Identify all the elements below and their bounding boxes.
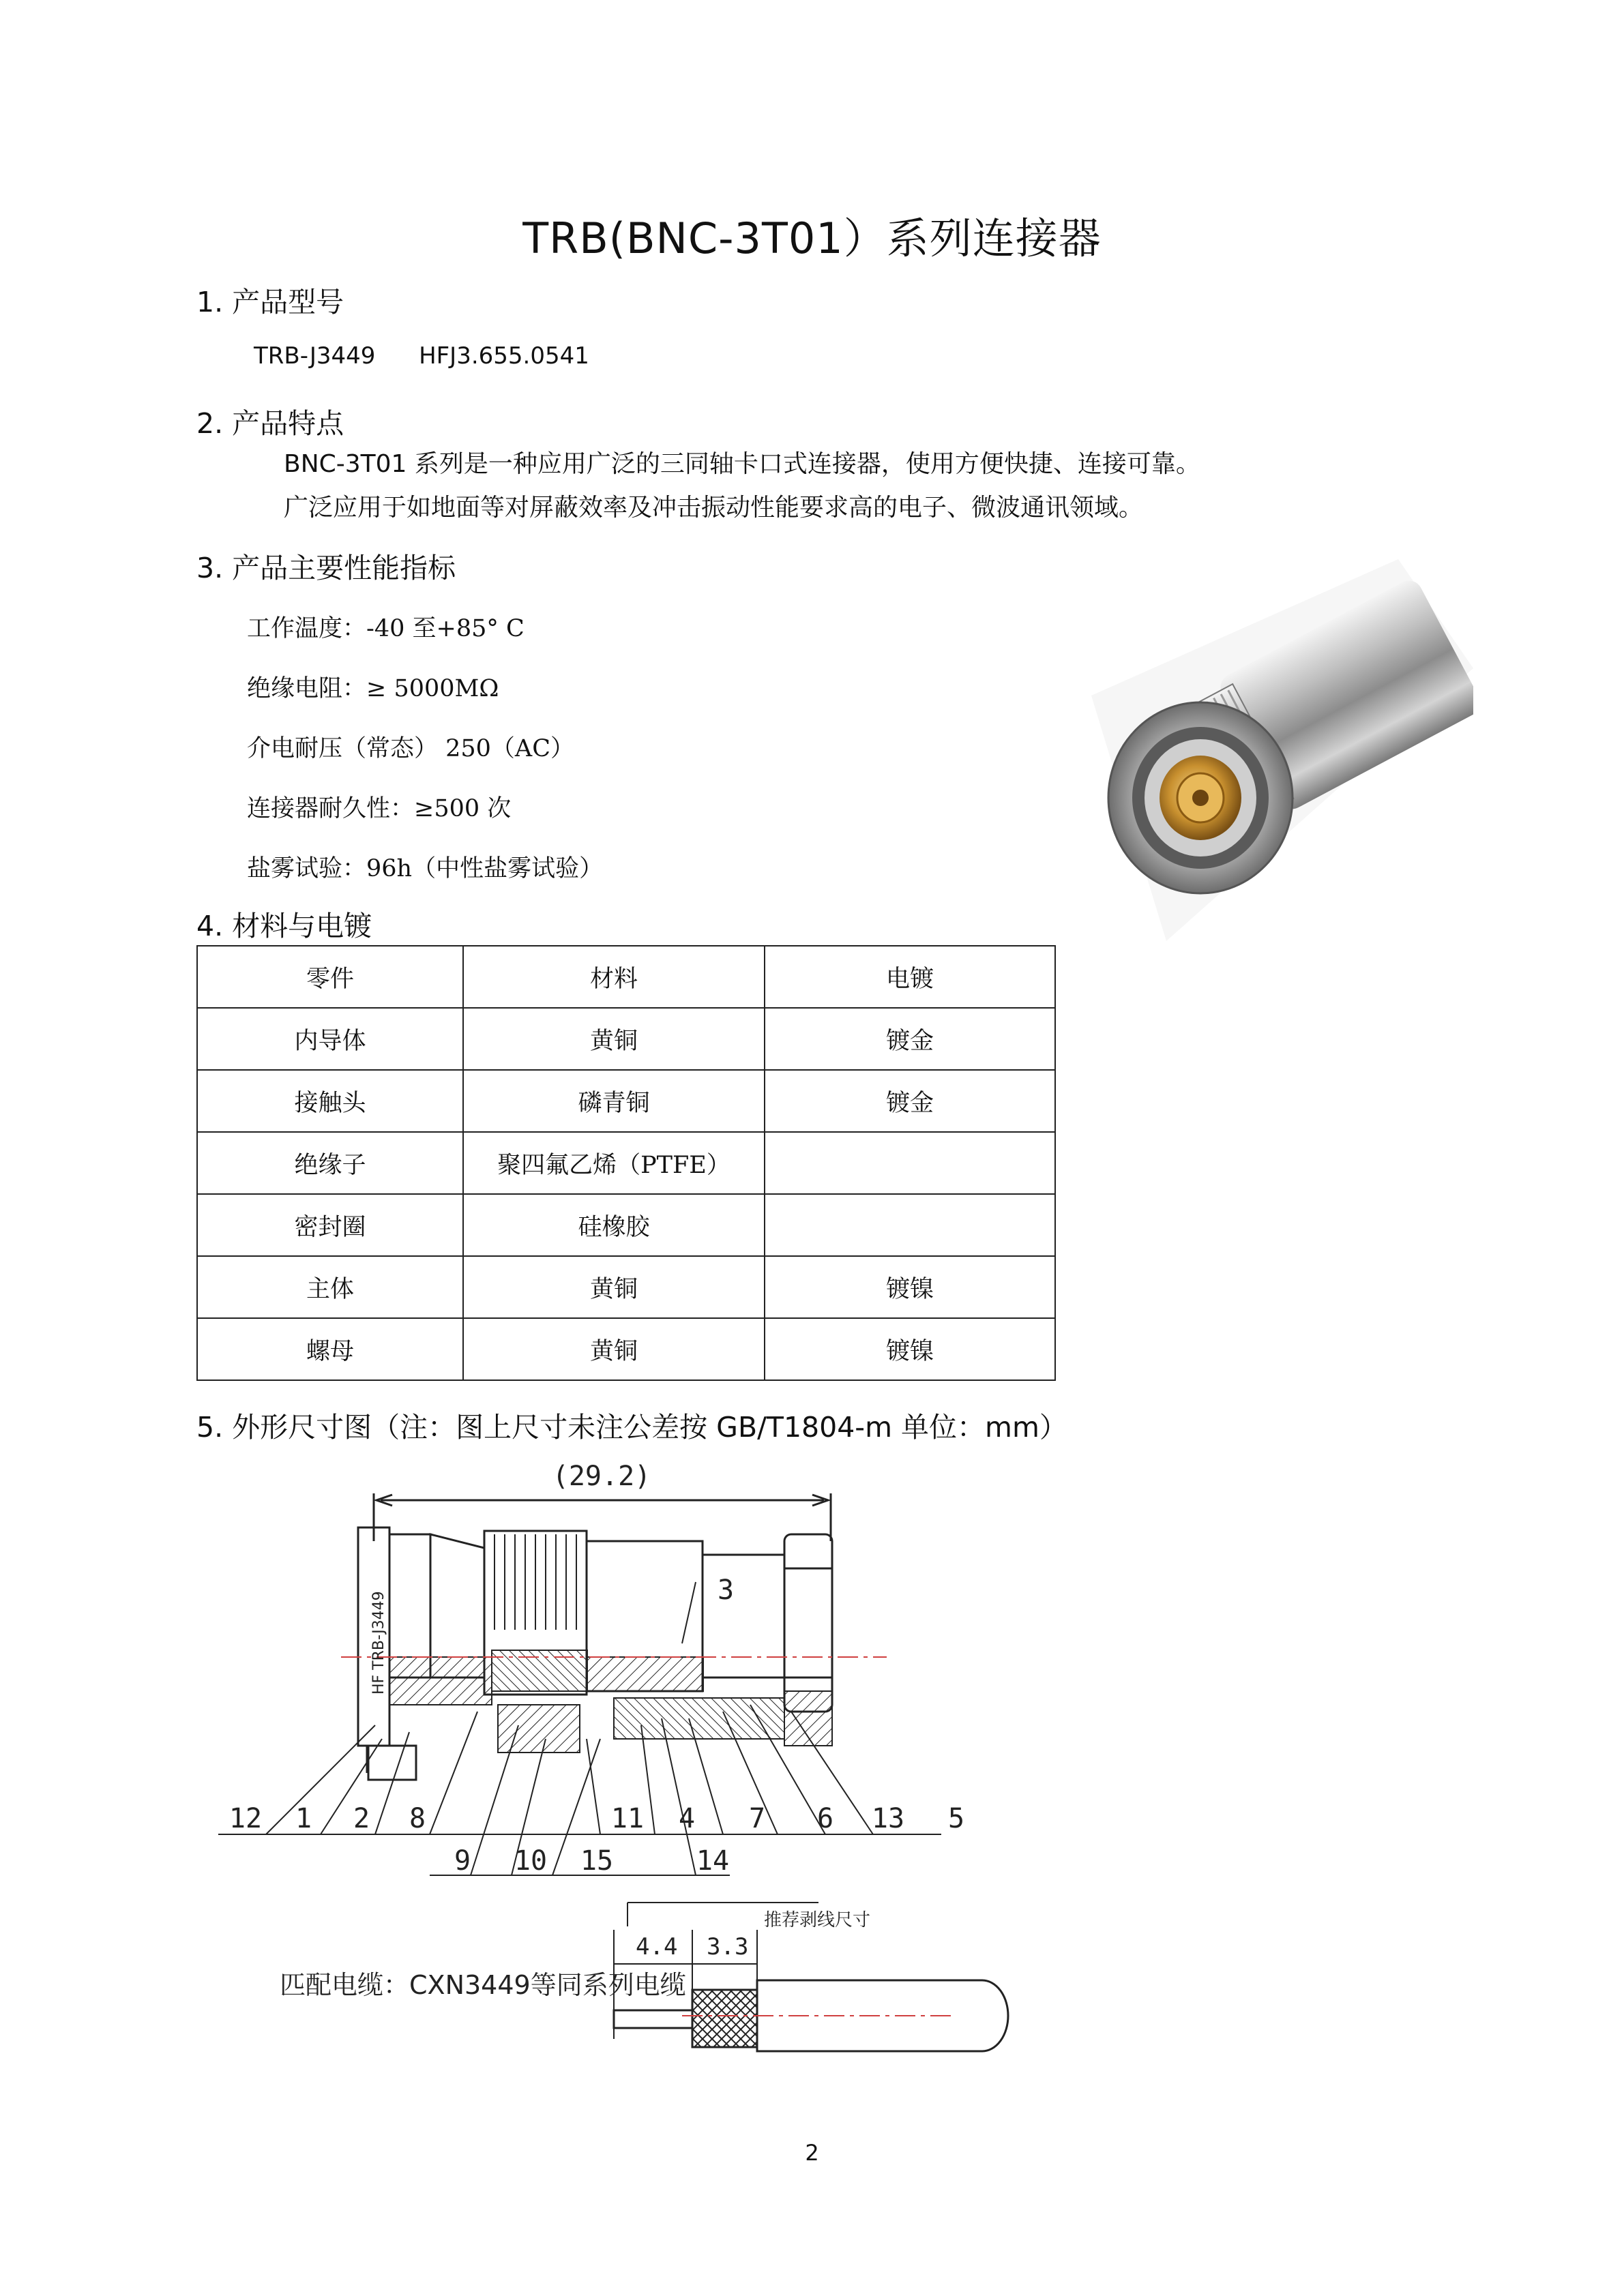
callout-label: 14: [696, 1845, 730, 1877]
table-row: [197, 1132, 1055, 1194]
overall-dimension-label: (29.2): [552, 1461, 651, 1492]
callout-label: 7: [748, 1803, 766, 1834]
section-4-heading: 4. 材料与电镀: [196, 910, 372, 942]
callout-label: 5: [947, 1803, 965, 1834]
spec-insulation: 绝缘电阻：≥ 5000MΩ: [247, 675, 499, 702]
model-line: [254, 342, 589, 370]
table-cell: [765, 1132, 1055, 1194]
spec-salt-spray: 盐雾试验：96h（中性盐雾试验）: [247, 855, 604, 882]
body-marking: HF TRB-J3449: [370, 1591, 387, 1695]
cable-note: 匹配电缆：CXN3449等同系列电缆: [280, 1970, 686, 2000]
table-cell: 镀镍: [765, 1318, 1055, 1380]
callout-label: 4: [678, 1803, 696, 1834]
section-1-heading: 1. 产品型号: [196, 286, 344, 318]
table-row: [197, 1194, 1055, 1256]
table-cell: 螺母: [197, 1318, 463, 1380]
table-cell: 硅橡胶: [463, 1194, 765, 1256]
table-cell: 接触头: [197, 1070, 463, 1132]
strip-dimension-1: 4.4: [636, 1933, 678, 1960]
table-cell: 镀金: [765, 1070, 1055, 1132]
model-code: HFJ3.655.0541: [419, 342, 589, 370]
connector-photo: [1078, 559, 1473, 941]
section-5-heading: 5. 外形尺寸图（注：图上尺寸未注公差按 GB/T1804-m 单位：mm）: [196, 1411, 1067, 1444]
callout-top: 3: [718, 1575, 735, 1606]
header-cell: 材料: [463, 946, 765, 1008]
features-line-1: BNC-3T01 系列是一种应用广泛的三同轴卡口式连接器，使用方便快捷、连接可靠。: [284, 450, 1200, 478]
page-title: TRB(BNC-3T01）系列连接器: [522, 213, 1102, 263]
callout-label: 10: [514, 1845, 548, 1877]
spec-durability: 连接器耐久性：≥500 次: [247, 795, 512, 822]
table-cell: 磷青铜: [463, 1070, 765, 1132]
callout-label: 11: [610, 1803, 645, 1834]
model-number: TRB-J3449: [254, 342, 376, 370]
table-row: [197, 1318, 1055, 1380]
spec-temperature: 工作温度：-40 至+85° C: [247, 615, 525, 642]
table-cell: 黄铜: [463, 1008, 765, 1070]
section-3-heading: 3. 产品主要性能指标: [196, 552, 456, 584]
table-row: [197, 1256, 1055, 1318]
callout-label: 13: [871, 1803, 905, 1834]
callout-label: 2: [353, 1803, 370, 1834]
callout-label: 8: [409, 1803, 426, 1834]
table-cell: 密封圈: [197, 1194, 463, 1256]
header-cell: 电镀: [765, 946, 1055, 1008]
callout-label: 1: [295, 1803, 312, 1834]
table-row: [197, 1008, 1055, 1070]
page-number: 2: [805, 2140, 819, 2166]
table-cell: 黄铜: [463, 1256, 765, 1318]
callout-label: 15: [580, 1845, 614, 1877]
section-2-heading: 2. 产品特点: [196, 407, 344, 440]
table-cell: 聚四氟乙烯（PTFE）: [463, 1132, 765, 1194]
callout-label: 12: [228, 1803, 263, 1834]
strip-dimension-2: 3.3: [707, 1933, 749, 1960]
table-cell: 黄铜: [463, 1318, 765, 1380]
table-header-row: [197, 946, 1055, 1008]
callout-label: 9: [454, 1845, 471, 1877]
table-cell: 镀金: [765, 1008, 1055, 1070]
table-cell: [765, 1194, 1055, 1256]
materials-table: [196, 945, 1056, 1381]
table-cell: 主体: [197, 1256, 463, 1318]
header-cell: 零件: [197, 946, 463, 1008]
features-line-2: 广泛应用于如地面等对屏蔽效率及冲击振动性能要求高的电子、微波通讯领域。: [284, 494, 1144, 522]
callout-label: 6: [816, 1803, 834, 1834]
table-cell: 绝缘子: [197, 1132, 463, 1194]
table-row: [197, 1070, 1055, 1132]
spec-dielectric: 介电耐压（常态） 250（AC）: [247, 735, 574, 762]
table-cell: 镀镍: [765, 1256, 1055, 1318]
table-cell: 内导体: [197, 1008, 463, 1070]
strip-note: 推荐剥线尺寸: [764, 1910, 871, 1930]
